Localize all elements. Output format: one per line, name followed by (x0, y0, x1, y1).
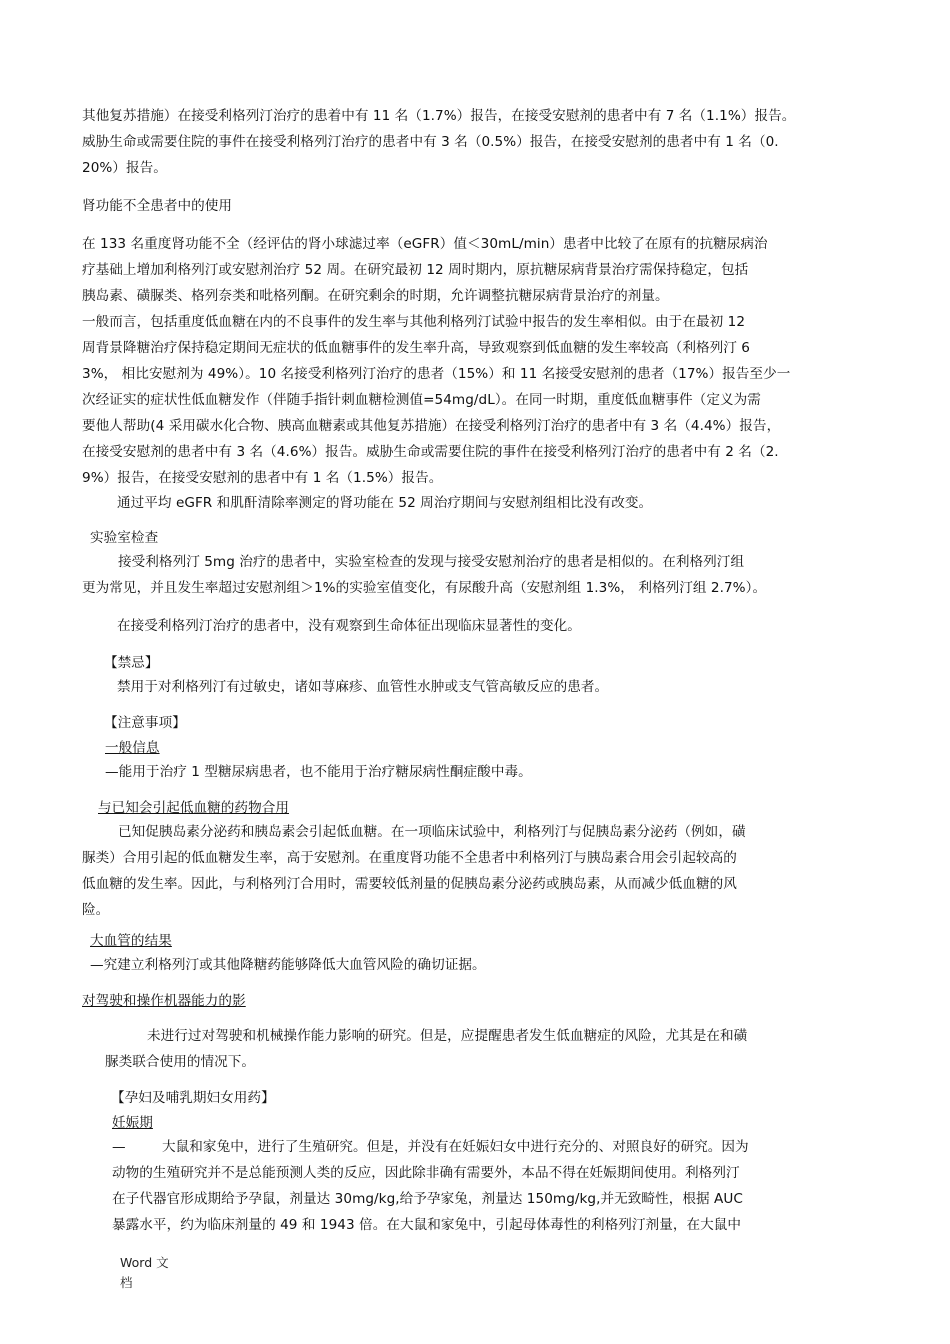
subheading-driving: 对驾驶和操作机器能力的影 (82, 993, 246, 1009)
text-line: 未进行过对驾驶和机械操作能力影响的研究。但是，应提醒患者发生低血糖症的风险，尤其是在和磺 (147, 1028, 748, 1044)
text-line: 暴露水平，约为临床剂量的 49 和 1943 倍。在大鼠和家兔中，引起母体毒性的利格列汀剂量，在大鼠中 (112, 1217, 742, 1233)
text-line: 险。 (82, 902, 110, 918)
text-line: 20%）报告。 (82, 160, 167, 176)
text-line: 低血糖的发生率。因此，与利格列汀合用时，需要较低剂量的促胰岛素分泌药或胰岛素，从而减少低血糖的风 (82, 876, 737, 892)
heading-contraindications: 【禁忌】 (104, 655, 159, 671)
footer-label (120, 1253, 169, 1293)
heading-precautions: 【注意事项】 (104, 715, 186, 731)
text-line: 疗基础上增加利格列汀或安慰剂治疗 52 周。在研究最初 12 周时期内，原抗糖尿病背景治疗需保持稳定，包括 (82, 262, 749, 278)
heading-pregnancy-lactation: 【孕妇及哺乳期妇女用药】 (111, 1090, 275, 1106)
subheading-hypoglycemia-drugs: 与已知会引起低血糖的药物合用 (98, 800, 290, 816)
text-line: 脲类联合使用的情况下。 (105, 1054, 256, 1070)
text-line: 在 133 名重度肾功能不全（经评估的肾小球滤过率（eGFR）值＜30mL/min）患者中比较了在原有的抗糖尿病治 (82, 236, 768, 252)
paragraph-contraindications: 禁用于对利格列汀有过敏史，诸如荨麻疹、血管性水肿或支气管高敏反应的患者。 (117, 679, 609, 695)
text-line: 已知促胰岛素分泌药和胰岛素会引起低血糖。在一项临床试验中，利格列汀与促胰岛素分泌药（例如，磺 (118, 824, 746, 840)
text-line: 威胁生命或需要住院的事件在接受利格列汀治疗的患者中有 3 名（0.5%）报告，在接受安慰剂的患者中有 1 名（0. (82, 134, 779, 150)
paragraph-egfr: 通过平均 eGFR 和肌酐清除率测定的肾功能在 52 周治疗期间与安慰剂组相比没有改变。 (117, 495, 653, 511)
paragraph-vital-signs: 在接受利格列汀治疗的患者中，没有观察到生命体征出现临床显著性的变化。 (117, 618, 581, 634)
subheading-gestation: 妊娠期 (112, 1115, 153, 1131)
paragraph-hypoglycemia-summary (82, 103, 795, 181)
text-line: 接受利格列汀 5mg 治疗的患者中，实验室检查的发现与接受安慰剂治疗的患者是相似的。在利格列汀组 (118, 554, 745, 570)
dash-marker: — (112, 1139, 126, 1155)
subheading-macrovascular: 大血管的结果 (90, 933, 172, 949)
footer-line: Word 文 (120, 1255, 169, 1270)
text-line: 胰岛素、磺脲类、格列奈类和吡格列酮。在研究剩余的时期，允许调整抗糖尿病背景治疗的剂量。 (82, 288, 669, 304)
text-line: 动物的生殖研究并不是总能预测人类的反应，因此除非确有需要外，本品不得在妊娠期间使用。利格列汀 (112, 1165, 740, 1181)
text-line: 要他人帮助(4 采用碳水化合物、胰高血糖素或其他复苏措施）在接受利格列汀治疗的患者中有 3 名（4.4%）报告， (82, 418, 781, 434)
paragraph-renal-impairment (82, 231, 790, 491)
heading-lab-tests: 实验室检查 (90, 530, 159, 546)
text-line: 在接受安慰剂的患者中有 3 名（4.6%）报告。威胁生命或需要住院的事件在接受利格列汀治疗的患者中有 2 名（2. (82, 444, 779, 460)
text-segment: 大鼠和家兔中，进行了生殖研究。但是，并没有在妊娠妇女中进行充分的、对照良好的研究。因为 (162, 1139, 749, 1155)
paragraph-general-info: —能用于治疗 1 型糖尿病患者，也不能用于治疗糖尿病性酮症酸中毒。 (105, 764, 532, 780)
text-line: 周背景降糖治疗保持稳定期间无症状的低血糖事件的发生率升高，导致观察到低血糖的发生率较高（利格列汀 6 (82, 340, 750, 356)
heading-renal-impairment: 肾功能不全患者中的使用 (82, 198, 233, 214)
paragraph-lab-tests (82, 549, 766, 601)
text-line: 脲类）合用引起的低血糖发生率，高于安慰剂。在重度肾功能不全患者中利格列汀与胰岛素合用会引起较高的 (82, 850, 737, 866)
text-line: 9%）报告，在接受安慰剂的患者中有 1 名（1.5%）报告。 (82, 470, 443, 486)
text-line: 一般而言，包括重度低血糖在内的不良事件的发生率与其他利格列汀试验中报告的发生率相似。由于在最初 12 (82, 314, 746, 330)
text-line: 在子代器官形成期给予孕鼠，剂量达 30mg/kg,给予孕家兔，剂量达 150mg/kg,并无致畸性，根据 AUC (112, 1191, 743, 1207)
text-line: 其他复苏措施）在接受利格列汀治疗的患着中有 11 名（1.7%）报告，在接受安慰剂的患者中有 7 名（1.1%）报告。 (82, 108, 796, 124)
paragraph-driving (105, 1023, 747, 1075)
paragraph-gestation (112, 1134, 749, 1238)
paragraph-hypoglycemia-drugs (82, 819, 746, 923)
text-line (112, 1134, 749, 1160)
paragraph-macrovascular: —究建立利格列汀或其他降糖药能够降低大血管风险的确切证据。 (90, 957, 486, 973)
subheading-general-info: 一般信息 (105, 740, 160, 756)
text-line: 次经证实的症状性低血糖发作（伴随手指针刺血糖检测值=54mg/dL）。在同一时期，重度低血糖事件（定义为需 (82, 392, 761, 408)
text-line: 3%， 相比安慰剂为 49%）。10 名接受利格列汀治疗的患者（15%）和 11 名接受安慰剂的患者（17%）报告至少一 (82, 366, 791, 382)
footer-line: 档 (120, 1275, 133, 1290)
text-line: 更为常见，并且发生率超过安慰剂组＞1%的实验室值变化，有尿酸升高（安慰剂组 1.3%， 利格列汀组 2.7%）。 (82, 580, 767, 596)
